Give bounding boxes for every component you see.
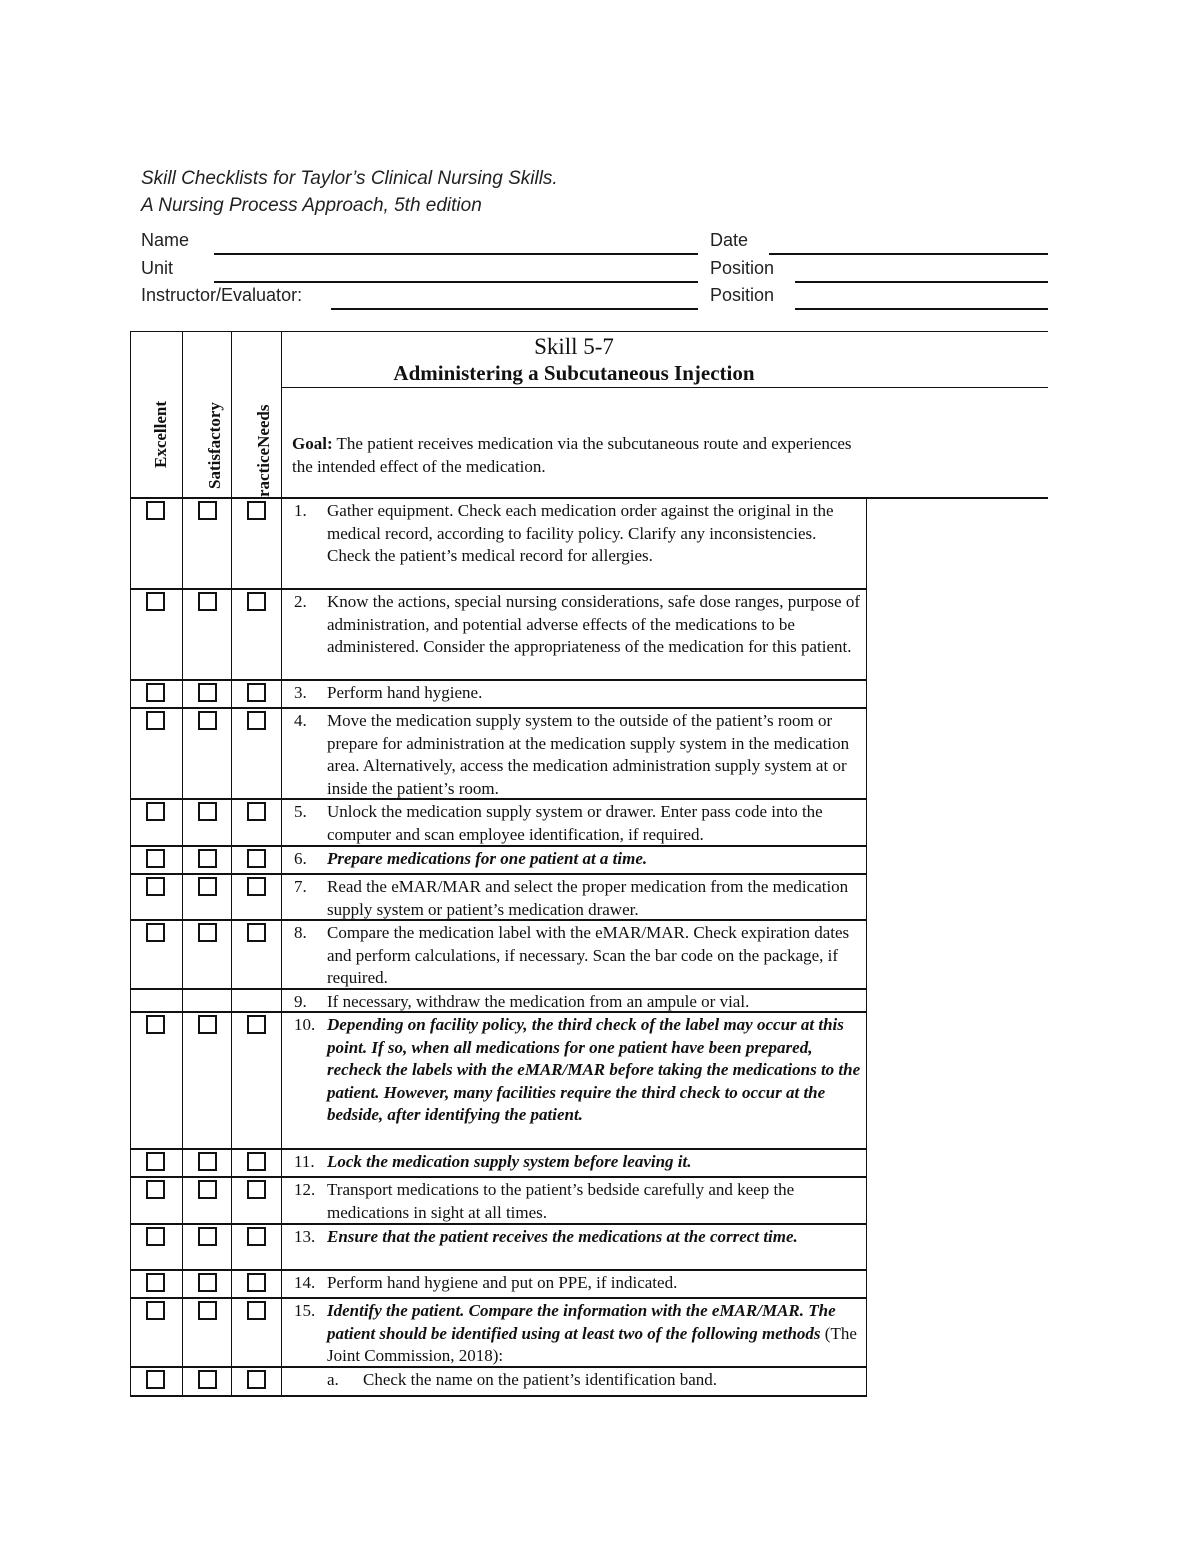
divider: [281, 1299, 282, 1368]
checklist-row: [130, 875, 866, 921]
step-text-citation: (The Joint Commission, 2018):: [327, 1323, 857, 1365]
skill-number: Skill 5-7: [534, 334, 614, 359]
divider: [130, 921, 131, 990]
step-number: 9.: [294, 992, 307, 1011]
step-number: 2.: [294, 592, 307, 611]
excellent-checkbox[interactable]: [146, 1152, 165, 1171]
divider: [281, 590, 282, 681]
excellent-checkbox[interactable]: [146, 711, 165, 730]
divider: [130, 1271, 131, 1299]
instructor-field[interactable]: [331, 308, 698, 310]
checklist-row: [130, 1178, 866, 1225]
name-label: Name: [141, 230, 190, 250]
needs-practice-checkbox[interactable]: [247, 592, 266, 611]
divider: [231, 590, 232, 681]
satisfactory-checkbox[interactable]: [198, 1015, 217, 1034]
divider: [182, 990, 183, 1013]
needs-practice-checkbox[interactable]: [247, 501, 266, 520]
satisfactory-checkbox[interactable]: [198, 1152, 217, 1171]
satisfactory-checkbox[interactable]: [198, 683, 217, 702]
satisfactory-checkbox[interactable]: [198, 849, 217, 868]
step-number: 7.: [294, 877, 307, 896]
divider: [182, 1150, 183, 1178]
divider: [231, 681, 232, 709]
excellent-checkbox[interactable]: [146, 1301, 165, 1320]
divider: [231, 1178, 232, 1225]
position-label-1: Position: [710, 258, 775, 278]
divider: [281, 847, 282, 875]
divider: [231, 1368, 232, 1397]
column-header-satisfactory: Satisfactory: [205, 402, 224, 489]
excellent-checkbox[interactable]: [146, 1015, 165, 1034]
unit-label: Unit: [141, 258, 174, 278]
divider: [130, 800, 131, 847]
goal-label: Goal:: [292, 434, 333, 453]
excellent-checkbox[interactable]: [146, 683, 165, 702]
satisfactory-checkbox[interactable]: [198, 1370, 217, 1389]
divider: [231, 499, 232, 590]
needs-practice-checkbox[interactable]: [247, 1152, 266, 1171]
divider: [866, 1013, 867, 1150]
goal-text: The patient receives medication via the subcutaneous route and experiences the intended effect of the medication.: [292, 434, 852, 476]
satisfactory-checkbox[interactable]: [198, 877, 217, 896]
divider: [130, 499, 131, 590]
step-number: 6.: [294, 849, 307, 868]
step-number: 3.: [294, 683, 307, 702]
divider: [130, 1225, 131, 1271]
divider: [130, 1368, 131, 1397]
divider: [281, 387, 1048, 388]
divider: [866, 1299, 867, 1368]
divider: [281, 1225, 282, 1271]
divider: [231, 990, 232, 1013]
step-text: Lock the medication supply system before leaving it.: [327, 1152, 692, 1171]
needs-practice-checkbox[interactable]: [247, 1301, 266, 1320]
divider: [281, 1178, 282, 1225]
needs-practice-checkbox[interactable]: [247, 1180, 266, 1199]
divider: [231, 1150, 232, 1178]
step-text-emphasis: Identify the patient. Compare the information with the eMAR/MAR. The patient should be identified using at least two of the following methods: [327, 1301, 836, 1343]
divider: [281, 1271, 282, 1299]
divider: [231, 709, 232, 800]
step-number: 10.: [294, 1015, 316, 1034]
step-number: 4.: [294, 711, 307, 730]
divider: [866, 847, 867, 875]
divider: [281, 1013, 282, 1150]
excellent-checkbox[interactable]: [146, 501, 165, 520]
name-field[interactable]: [214, 253, 698, 255]
table-top-border: [130, 331, 1048, 332]
divider: [281, 1368, 282, 1397]
checklist-row: [130, 1225, 866, 1271]
divider: [866, 875, 867, 921]
needs-practice-checkbox[interactable]: [247, 1273, 266, 1292]
checklist-row: [130, 709, 866, 800]
step-text: Ensure that the patient receives the medications at the correct time.: [327, 1227, 798, 1246]
step-text: Depending on facility policy, the third check of the label may occur at this point. If so, when all medications for one patient have been prepared, recheck the labels with the eMAR/MAR before taking the medications to the patient. However, many facilities require the third check to occur at the bedside, after identifying the patient.: [327, 1015, 861, 1124]
step-text: If necessary, withdraw the medication from an ampule or vial.: [327, 992, 750, 1011]
divider: [130, 1150, 131, 1178]
instructor-label: Instructor/Evaluator:: [141, 285, 303, 305]
checklist-row: [130, 800, 866, 847]
satisfactory-checkbox[interactable]: [198, 1227, 217, 1246]
divider: [231, 847, 232, 875]
divider: [231, 921, 232, 990]
step-text: Perform hand hygiene.: [327, 683, 483, 702]
step-text: Compare the medication label with the eMAR/MAR. Check expiration dates and perform calculations, if necessary. Scan the bar code on the package, if required.: [327, 923, 850, 987]
divider: [866, 800, 867, 847]
excellent-checkbox[interactable]: [146, 923, 165, 942]
satisfactory-checkbox[interactable]: [198, 501, 217, 520]
divider: [866, 499, 867, 590]
divider: [130, 875, 131, 921]
checklist-row: [130, 1013, 866, 1150]
checklist-row: [130, 590, 866, 681]
divider: [182, 1271, 183, 1299]
position-label-2: Position: [710, 285, 775, 305]
divider: [231, 800, 232, 847]
divider: [866, 1225, 867, 1271]
divider: [231, 1271, 232, 1299]
divider: [130, 590, 131, 681]
checklist-row: [130, 921, 866, 990]
divider: [231, 1013, 232, 1150]
divider: [866, 990, 867, 1013]
divider: [182, 847, 183, 875]
step-number: 15.: [294, 1301, 316, 1320]
sub-step-text: Check the name on the patient’s identification band.: [363, 1370, 718, 1389]
sub-step-letter: a.: [327, 1370, 339, 1389]
satisfactory-checkbox[interactable]: [198, 1180, 217, 1199]
checklist-row: [130, 990, 866, 1013]
satisfactory-checkbox[interactable]: [198, 592, 217, 611]
divider: [130, 847, 131, 875]
satisfactory-checkbox[interactable]: [198, 711, 217, 730]
step-text: Unlock the medication supply system or drawer. Enter pass code into the computer and scan employee identification, if required.: [327, 802, 823, 844]
needs-practice-checkbox[interactable]: [247, 923, 266, 942]
satisfactory-checkbox[interactable]: [198, 1301, 217, 1320]
step-text: Transport medications to the patient’s bedside carefully and keep the medications in sight at all times.: [327, 1180, 795, 1222]
divider: [281, 1150, 282, 1178]
needs-practice-checkbox[interactable]: [247, 802, 266, 821]
step-number: 11.: [294, 1152, 315, 1171]
divider: [866, 1368, 867, 1397]
step-text: Read the eMAR/MAR and select the proper medication from the medication supply system or patient’s medication drawer.: [327, 877, 849, 919]
step-text: [327, 1300, 862, 1368]
divider: [231, 1225, 232, 1271]
excellent-checkbox[interactable]: [146, 802, 165, 821]
checklist-row: [130, 1368, 866, 1397]
needs-practice-checkbox[interactable]: [247, 1227, 266, 1246]
divider: [182, 709, 183, 800]
divider: [281, 681, 282, 709]
divider: [182, 921, 183, 990]
divider: [130, 331, 131, 498]
divider: [866, 1271, 867, 1299]
step-text: Prepare medications for one patient at a time.: [327, 849, 648, 868]
goal-statement: [292, 432, 852, 478]
divider: [130, 1178, 131, 1225]
satisfactory-checkbox[interactable]: [198, 1273, 217, 1292]
excellent-checkbox[interactable]: [146, 877, 165, 896]
divider: [231, 331, 232, 498]
divider: [130, 1013, 131, 1150]
checklist-row: [130, 1150, 866, 1178]
excellent-checkbox[interactable]: [146, 1370, 165, 1389]
position-field-2[interactable]: [795, 308, 1048, 310]
excellent-checkbox[interactable]: [146, 1273, 165, 1292]
divider: [231, 875, 232, 921]
divider: [182, 875, 183, 921]
divider: [182, 1299, 183, 1368]
column-header-excellent: Excellent: [151, 400, 170, 468]
step-number: 13.: [294, 1227, 316, 1246]
column-header-needs-practice: racticeNeeds: [254, 404, 273, 497]
excellent-checkbox[interactable]: [146, 1180, 165, 1199]
divider: [281, 990, 282, 1013]
excellent-checkbox[interactable]: [146, 849, 165, 868]
position-field-1[interactable]: [795, 281, 1048, 283]
divider: [866, 681, 867, 709]
satisfactory-checkbox[interactable]: [198, 923, 217, 942]
divider: [281, 800, 282, 847]
divider: [130, 990, 131, 1013]
divider: [130, 1299, 131, 1368]
date-field[interactable]: [769, 253, 1048, 255]
divider: [231, 1299, 232, 1368]
divider: [866, 590, 867, 681]
step-number: 12.: [294, 1180, 316, 1199]
needs-practice-checkbox[interactable]: [247, 1015, 266, 1034]
divider: [866, 709, 867, 800]
divider: [130, 681, 131, 709]
excellent-checkbox[interactable]: [146, 592, 165, 611]
divider: [182, 800, 183, 847]
divider: [182, 1368, 183, 1397]
skill-name: Administering a Subcutaneous Injection: [393, 361, 755, 385]
divider: [182, 1013, 183, 1150]
needs-practice-checkbox[interactable]: [247, 1370, 266, 1389]
step-number: 1.: [294, 501, 307, 520]
step-number: 5.: [294, 802, 307, 821]
document-title: Skill Checklists for Taylor’s Clinical Nursing Skills.: [141, 168, 558, 189]
step-text: Know the actions, special nursing considerations, safe dose ranges, purpose of administration, and potential adverse effects of the medications to be administered. Consider the appropriateness of the medication for this patient.: [327, 592, 861, 656]
step-number: 14.: [294, 1273, 316, 1292]
needs-practice-checkbox[interactable]: [247, 683, 266, 702]
checklist-row: [130, 1271, 866, 1299]
divider: [182, 681, 183, 709]
checklist-row: [130, 499, 866, 590]
date-label: Date: [710, 230, 749, 250]
unit-field[interactable]: [214, 281, 698, 283]
divider: [130, 709, 131, 800]
satisfactory-checkbox[interactable]: [198, 802, 217, 821]
needs-practice-checkbox[interactable]: [247, 877, 266, 896]
divider: [182, 331, 183, 498]
divider: [182, 1178, 183, 1225]
needs-practice-checkbox[interactable]: [247, 711, 266, 730]
excellent-checkbox[interactable]: [146, 1227, 165, 1246]
step-text: Move the medication supply system to the outside of the patient’s room or prepare for administration at the medication supply system in the medication area. Alternatively, access the medication administration supply system at or inside the patient’s room.: [327, 711, 850, 798]
divider: [182, 1225, 183, 1271]
divider: [281, 875, 282, 921]
divider: [182, 590, 183, 681]
step-text: Perform hand hygiene and put on PPE, if indicated.: [327, 1273, 678, 1292]
divider: [182, 499, 183, 590]
step-text: Gather equipment. Check each medication order against the original in the medical record, according to facility policy. Clarify any inconsistencies. Check the patient’s medical record for allergies.: [327, 501, 834, 565]
divider: [281, 921, 282, 990]
divider: [866, 1150, 867, 1178]
checklist-row: [130, 1299, 866, 1368]
divider: [281, 709, 282, 800]
checklist-row: [130, 681, 866, 709]
divider: [866, 921, 867, 990]
step-number: 8.: [294, 923, 307, 942]
needs-practice-checkbox[interactable]: [247, 849, 266, 868]
divider: [866, 1178, 867, 1225]
document-subtitle: A Nursing Process Approach, 5th edition: [141, 195, 482, 216]
checklist-row: [130, 847, 866, 875]
divider: [281, 499, 282, 590]
